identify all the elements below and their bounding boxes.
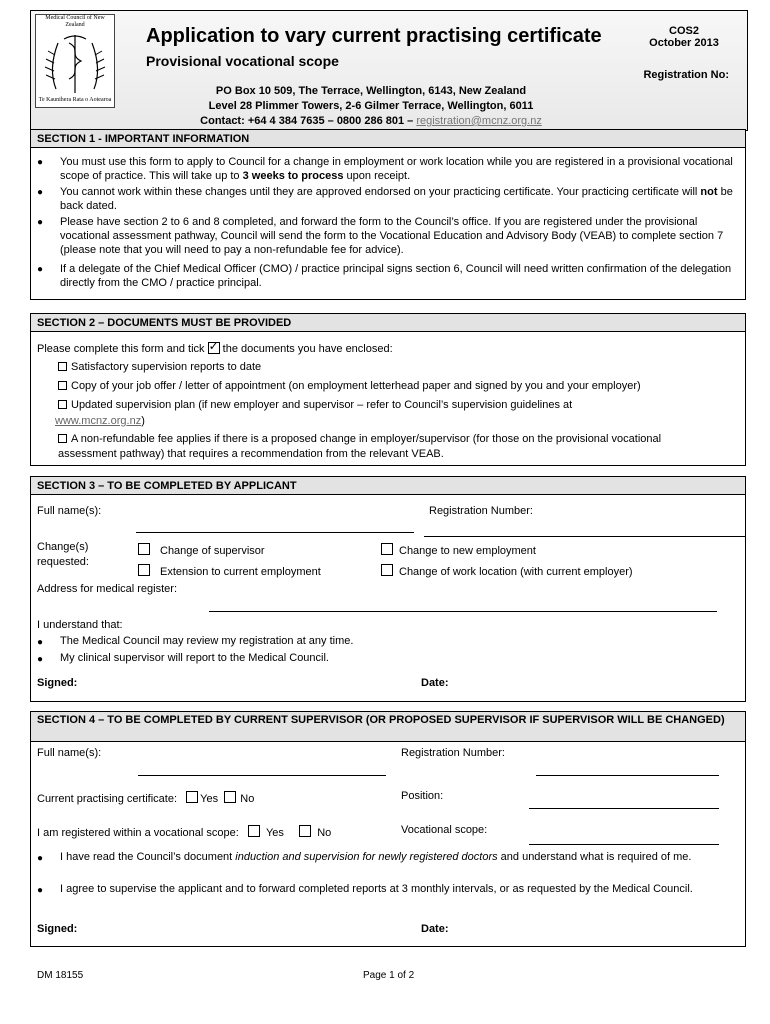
form-title: Application to vary current practising certificate [146, 25, 602, 47]
checkbox-icon[interactable] [381, 543, 393, 555]
bullet-icon: ● [37, 885, 44, 896]
option-extension-employment[interactable]: Extension to current employment [138, 564, 321, 578]
supervisor-full-name-field[interactable] [138, 775, 386, 776]
vocational-registered-question: I am registered within a vocational scope: Yes No [37, 827, 332, 839]
caduceus-fern-icon [36, 29, 114, 99]
section1-item3: Please have section 2 to 6 and 8 completed, and forward the form to the Council’s office. If you are registered under the provisional vocational assessment pathway, Council will send the form to the Vocational Education and Advisory Body (VEAB) to complete section 7 (please note that you will need to pay a non-refundable fee for advice). [60, 216, 724, 256]
section4-body [30, 742, 746, 947]
form-subtitle: Provisional vocational scope [146, 53, 339, 69]
checkbox-icon[interactable] [138, 564, 150, 576]
checkbox-icon[interactable] [299, 825, 311, 837]
checkbox-icon[interactable] [58, 400, 67, 409]
form-header [30, 10, 748, 131]
current-pc-yes-option[interactable]: Yes [186, 793, 218, 805]
logo-bottom-text: Te Kaunihera Rata o Aotearoa [38, 97, 112, 103]
applicant-date-label: Date: [421, 677, 449, 689]
guidelines-link-line: www.mcnz.org.nz) [55, 415, 145, 427]
contact-phone: Contact: +64 4 384 7635 – 0800 286 801 – [200, 115, 417, 127]
bullet-icon: ● [37, 637, 44, 648]
section3-body [30, 495, 746, 702]
bullet-icon: ● [37, 187, 44, 198]
bullet-icon: ● [37, 217, 44, 228]
doc-checkbox-reports[interactable]: Satisfactory supervision reports to date [58, 361, 261, 373]
medical-register-address-field[interactable] [209, 611, 717, 612]
medical-register-address-label: Address for medical register: [37, 583, 177, 595]
supervisor-registration-field[interactable] [536, 775, 719, 776]
medical-council-logo [35, 14, 115, 108]
full-name-field[interactable] [136, 532, 414, 533]
applicant-signed-label: Signed: [37, 677, 78, 689]
section1-item4: If a delegate of the Chief Medical Officer (CMO) / practice principal signs section 6, Council will need written confirmation of the delegation directly from the CMO / practice principal. [60, 263, 732, 289]
page-number: Page 1 of 2 [363, 970, 415, 981]
supervisor-statement2: I agree to supervise the applicant and to forward completed reports at 3 monthly intervals, or as requested by the Medical Council. [60, 883, 693, 895]
option-change-supervisor[interactable]: Change of supervisor [138, 543, 265, 557]
section1-item2: You cannot work within these changes until they are approved endorsed on your practicing certificate. Your practicing certificate will not be back dated. [60, 186, 733, 212]
doc-checkbox-fee[interactable]: A non-refundable fee applies if there is a proposed change in employer/supervisor (for those on the provisional vocational assessment pathway) that requires a recommendation from the relevant VEAB. [58, 433, 662, 460]
full-name-label: Full name(s): [37, 505, 102, 517]
checkbox-icon[interactable] [224, 791, 236, 803]
checked-box-icon [208, 342, 220, 354]
bullet-icon: ● [37, 654, 44, 665]
supervisor-date-label: Date: [421, 923, 449, 935]
vocational-scope-label: Vocational scope: [401, 824, 488, 836]
option-change-location[interactable]: Change of work location (with current employer) [381, 564, 633, 578]
checkbox-icon[interactable] [248, 825, 260, 837]
position-field[interactable] [529, 808, 719, 809]
vocational-no-option[interactable]: No [299, 827, 331, 839]
understand-label: I understand that: [37, 619, 123, 631]
current-pc-no-option[interactable]: No [224, 793, 254, 805]
supervisor-statement1: I have read the Council’s document induction and supervision for newly registered doctors and understand what is required of me. [60, 851, 692, 863]
form-date: October 2013 [649, 37, 719, 49]
mcnz-link[interactable]: www.mcnz.org.nz [55, 415, 142, 427]
bullet-icon: ● [37, 264, 44, 275]
section2-body [30, 332, 746, 466]
document-id: DM 18155 [37, 970, 84, 981]
current-pc-question: Current practising certificate: Yes No [37, 793, 255, 805]
checkbox-icon[interactable] [381, 564, 393, 576]
checkbox-icon[interactable] [58, 362, 67, 371]
checkbox-icon[interactable] [186, 791, 198, 803]
street-address: Level 28 Plimmer Towers, 2-6 Gilmer Terrace, Wellington, 6011 [208, 100, 534, 112]
section1-body [30, 148, 746, 300]
postal-address: PO Box 10 509, The Terrace, Wellington, 6143, New Zealand [215, 85, 527, 97]
section1-title: SECTION 1 - IMPORTANT INFORMATION [30, 129, 746, 148]
vocational-yes-option[interactable]: Yes [248, 827, 284, 839]
section4-title: SECTION 4 – TO BE COMPLETED BY CURRENT SUPERVISOR (OR PROPOSED SUPERVISOR IF SUPERVISOR WILL BE CHANGED) [30, 711, 746, 742]
doc-checkbox-job-offer[interactable]: Copy of your job offer / letter of appointment (on employment letterhead paper and signed by you and your employer) [58, 380, 641, 392]
checkbox-icon[interactable] [58, 381, 67, 390]
position-label: Position: [401, 790, 444, 802]
supervisor-signed-label: Signed: [37, 923, 78, 935]
bullet-icon: ● [37, 157, 44, 168]
registration-number-field[interactable] [424, 536, 746, 537]
registration-no-label: Registration No: [643, 69, 729, 81]
section2-title: SECTION 2 – DOCUMENTS MUST BE PROVIDED [30, 313, 746, 332]
understand-item1: The Medical Council may review my registration at any time. [60, 635, 354, 647]
supervisor-registration-label: Registration Number: [401, 747, 505, 759]
section2-intro: Please complete this form and tick ✓ the documents you have enclosed: [37, 342, 393, 355]
doc-checkbox-supervision-plan[interactable]: Updated supervision plan (if new employer and supervisor – refer to Council’s supervision guidelines at [58, 399, 572, 411]
bullet-icon: ● [37, 853, 44, 864]
supervisor-full-name-label: Full name(s): [37, 747, 102, 759]
checkbox-icon[interactable] [138, 543, 150, 555]
registration-number-label: Registration Number: [429, 505, 533, 517]
changes-requested-label: Change(s) requested: [37, 541, 89, 568]
form-code: COS2 [669, 25, 699, 37]
contact-email-link[interactable]: registration@mcnz.org.nz [416, 115, 542, 127]
section1-item1: You must use this form to apply to Council for a change in employment or work location while you are registered in a provisional vocational scope of practice. This will take up to 3 weeks to process upon receipt. [60, 156, 733, 182]
vocational-scope-field[interactable] [529, 844, 719, 845]
form-code-block [639, 25, 729, 49]
contact-line [131, 115, 611, 127]
checkbox-icon[interactable] [58, 434, 67, 443]
option-new-employment[interactable]: Change to new employment [381, 543, 536, 557]
logo-top-text: Medical Council of New Zealand [45, 15, 105, 28]
understand-item2: My clinical supervisor will report to the Medical Council. [60, 652, 329, 664]
section3-title: SECTION 3 – TO BE COMPLETED BY APPLICANT [30, 476, 746, 495]
